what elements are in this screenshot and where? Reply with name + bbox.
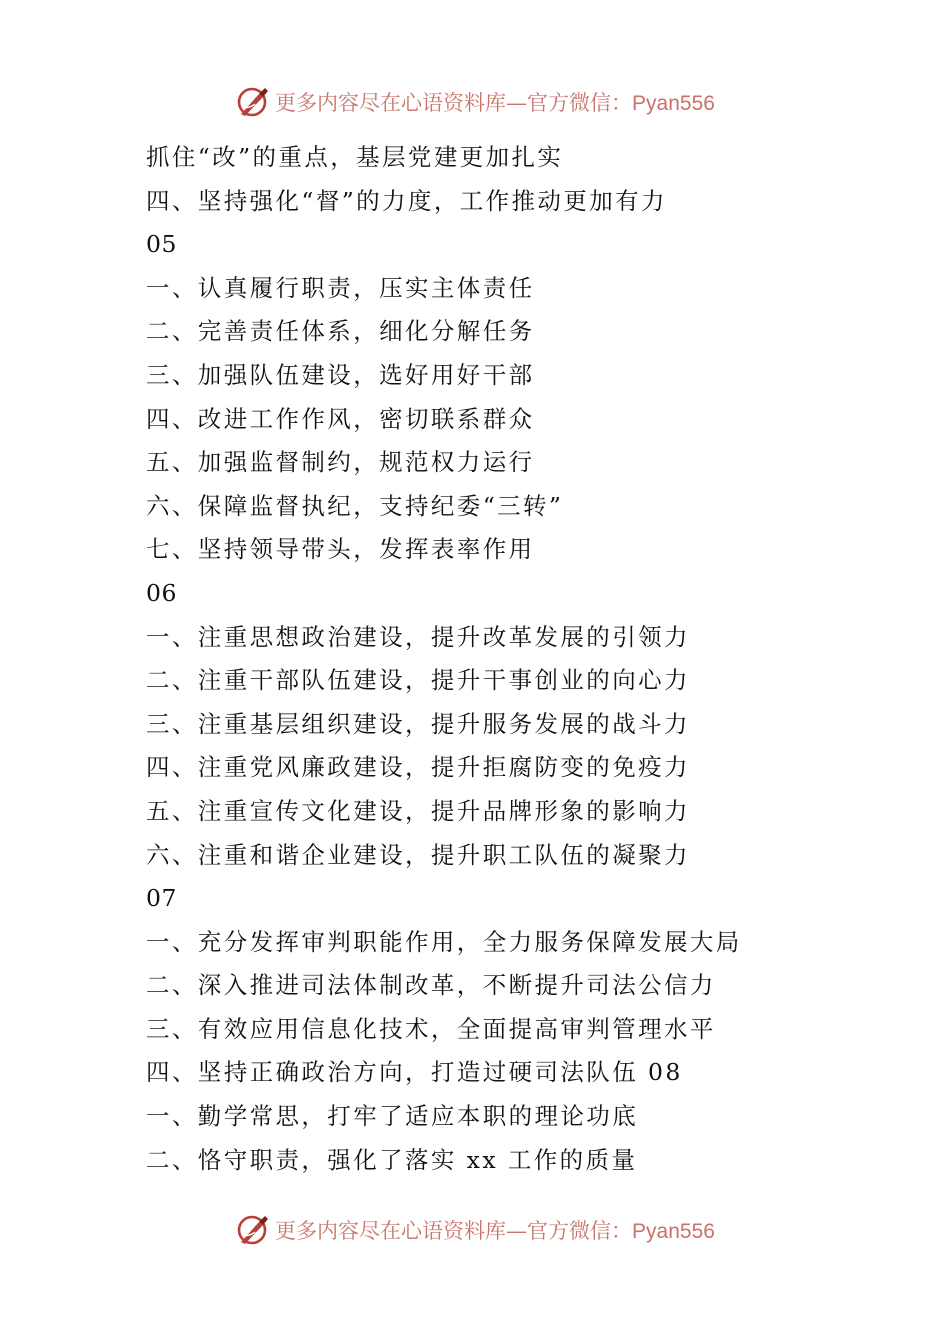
text-line: 四、坚持强化“督”的力度，工作推动更加有力	[146, 186, 667, 215]
watermark-text: 更多内容尽在心语资料库—官方微信：	[275, 1219, 633, 1243]
text-line: 一、注重思想政治建设，提升改革发展的引领力	[146, 622, 690, 651]
text-line: 三、注重基层组织建设，提升服务发展的战斗力	[146, 709, 690, 738]
text-line: 五、加强监督制约，规范权力运行	[146, 448, 535, 477]
section-number: 06	[146, 578, 177, 607]
pen-logo-icon	[235, 1212, 271, 1248]
text-line: 三、有效应用信息化技术，全面提高审判管理水平	[146, 1014, 716, 1043]
pen-logo-icon	[235, 84, 271, 120]
section-number: 05	[146, 230, 177, 259]
text-line: 二、注重干部队伍建设，提升干事创业的向心力	[146, 666, 690, 695]
text-line: 七、坚持领导带头，发挥表率作用	[146, 535, 535, 564]
text-line: 四、改进工作作风，密切联系群众	[146, 404, 535, 433]
text-line: 一、充分发挥审判职能作用，全力服务保障发展大局	[146, 927, 742, 956]
section-number: 07	[146, 884, 177, 913]
text-line: 二、完善责任体系，细化分解任务	[146, 317, 535, 346]
watermark-wechat-id: Pyan556	[632, 92, 715, 115]
header-watermark	[0, 82, 950, 122]
text-line: 一、勤学常思，打牢了适应本职的理论功底	[146, 1102, 639, 1131]
document-body	[146, 136, 866, 1182]
footer-watermark	[0, 1210, 950, 1250]
text-line: 四、坚持正确政治方向，打造过硬司法队伍 08	[146, 1058, 683, 1087]
text-line: 抓住“改”的重点，基层党建更加扎实	[146, 143, 564, 171]
text-line: 三、加强队伍建设，选好用好干部	[146, 360, 535, 389]
text-line: 二、恪守职责，强化了落实 xx 工作的质量	[146, 1145, 638, 1174]
watermark-text: 更多内容尽在心语资料库—官方微信：	[275, 91, 633, 115]
text-line: 六、注重和谐企业建设，提升职工队伍的凝聚力	[146, 840, 690, 869]
text-line: 二、深入推进司法体制改革，不断提升司法公信力	[146, 971, 716, 1000]
watermark-wechat-id: Pyan556	[632, 1220, 715, 1243]
text-line: 五、注重宣传文化建设，提升品牌形象的影响力	[146, 796, 690, 825]
text-line: 一、认真履行职责，压实主体责任	[146, 273, 535, 302]
text-line: 六、保障监督执纪，支持纪委“三转”	[146, 491, 564, 520]
text-line: 四、注重党风廉政建设，提升拒腐防变的免疫力	[146, 753, 690, 782]
